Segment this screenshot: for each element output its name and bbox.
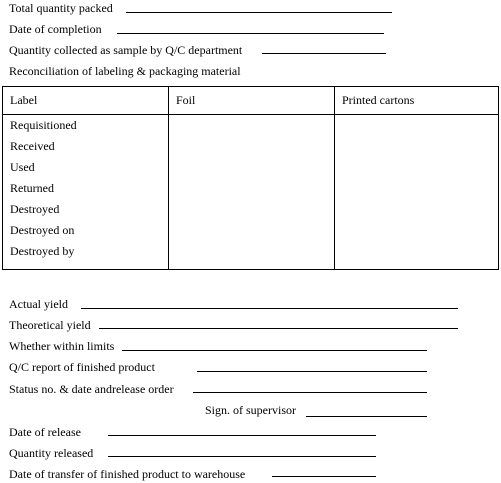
date-of-completion-line[interactable] (117, 33, 384, 34)
field-label: Status no. & date andrelease order (9, 382, 174, 396)
supervisor-signature-line[interactable] (306, 416, 427, 417)
table-body-row (3, 115, 499, 270)
supervisor-signature-label: Sign. of supervisor (205, 403, 296, 417)
theoretical-yield-line[interactable] (99, 328, 458, 329)
within-limits-line[interactable] (122, 350, 427, 351)
column-header-label: Label (3, 87, 169, 115)
field-label: Date of release (9, 425, 81, 439)
row-label-requisitioned: Requisitioned (10, 118, 77, 132)
printed-cartons-column-cell[interactable] (335, 115, 499, 270)
column-header-foil: Foil (169, 87, 335, 115)
status-release-order-line[interactable] (193, 392, 427, 393)
field-label: Quantity collected as sample by Q/C department (9, 43, 243, 57)
date-of-release-line[interactable] (108, 435, 376, 436)
heading-text: Reconciliation of labeling & packaging material (9, 64, 241, 78)
row-label-used: Used (10, 160, 35, 174)
row-label-returned: Returned (10, 181, 54, 195)
field-label: Total quantity packed (9, 1, 113, 15)
row-label-received: Received (10, 139, 55, 153)
row-label-destroyed: Destroyed (10, 202, 60, 216)
row-label-destroyed-on: Destroyed on (10, 223, 75, 237)
quantity-collected-sample-line[interactable] (262, 53, 386, 54)
field-label: Q/C report of finished product (9, 360, 155, 374)
reconciliation-table (2, 86, 499, 270)
actual-yield-line[interactable] (81, 308, 458, 309)
field-label: Quantity released (9, 446, 94, 460)
total-quantity-packed-line[interactable] (126, 12, 392, 13)
row-label-destroyed-by: Destroyed by (10, 244, 75, 258)
label-column-items (3, 115, 169, 270)
field-label: Whether within limits (9, 339, 115, 353)
field-label: Actual yield (9, 297, 68, 311)
quantity-released-line[interactable] (108, 456, 376, 457)
date-of-transfer-line[interactable] (272, 476, 376, 477)
table-header-row (3, 87, 499, 115)
column-header-printed-cartons: Printed cartons (335, 87, 499, 115)
field-label: Date of completion (9, 22, 102, 36)
qc-report-line[interactable] (197, 371, 427, 372)
foil-column-cell[interactable] (169, 115, 335, 270)
field-label: Date of transfer of finished product to warehouse (9, 467, 246, 481)
field-label: Theoretical yield (9, 318, 91, 332)
